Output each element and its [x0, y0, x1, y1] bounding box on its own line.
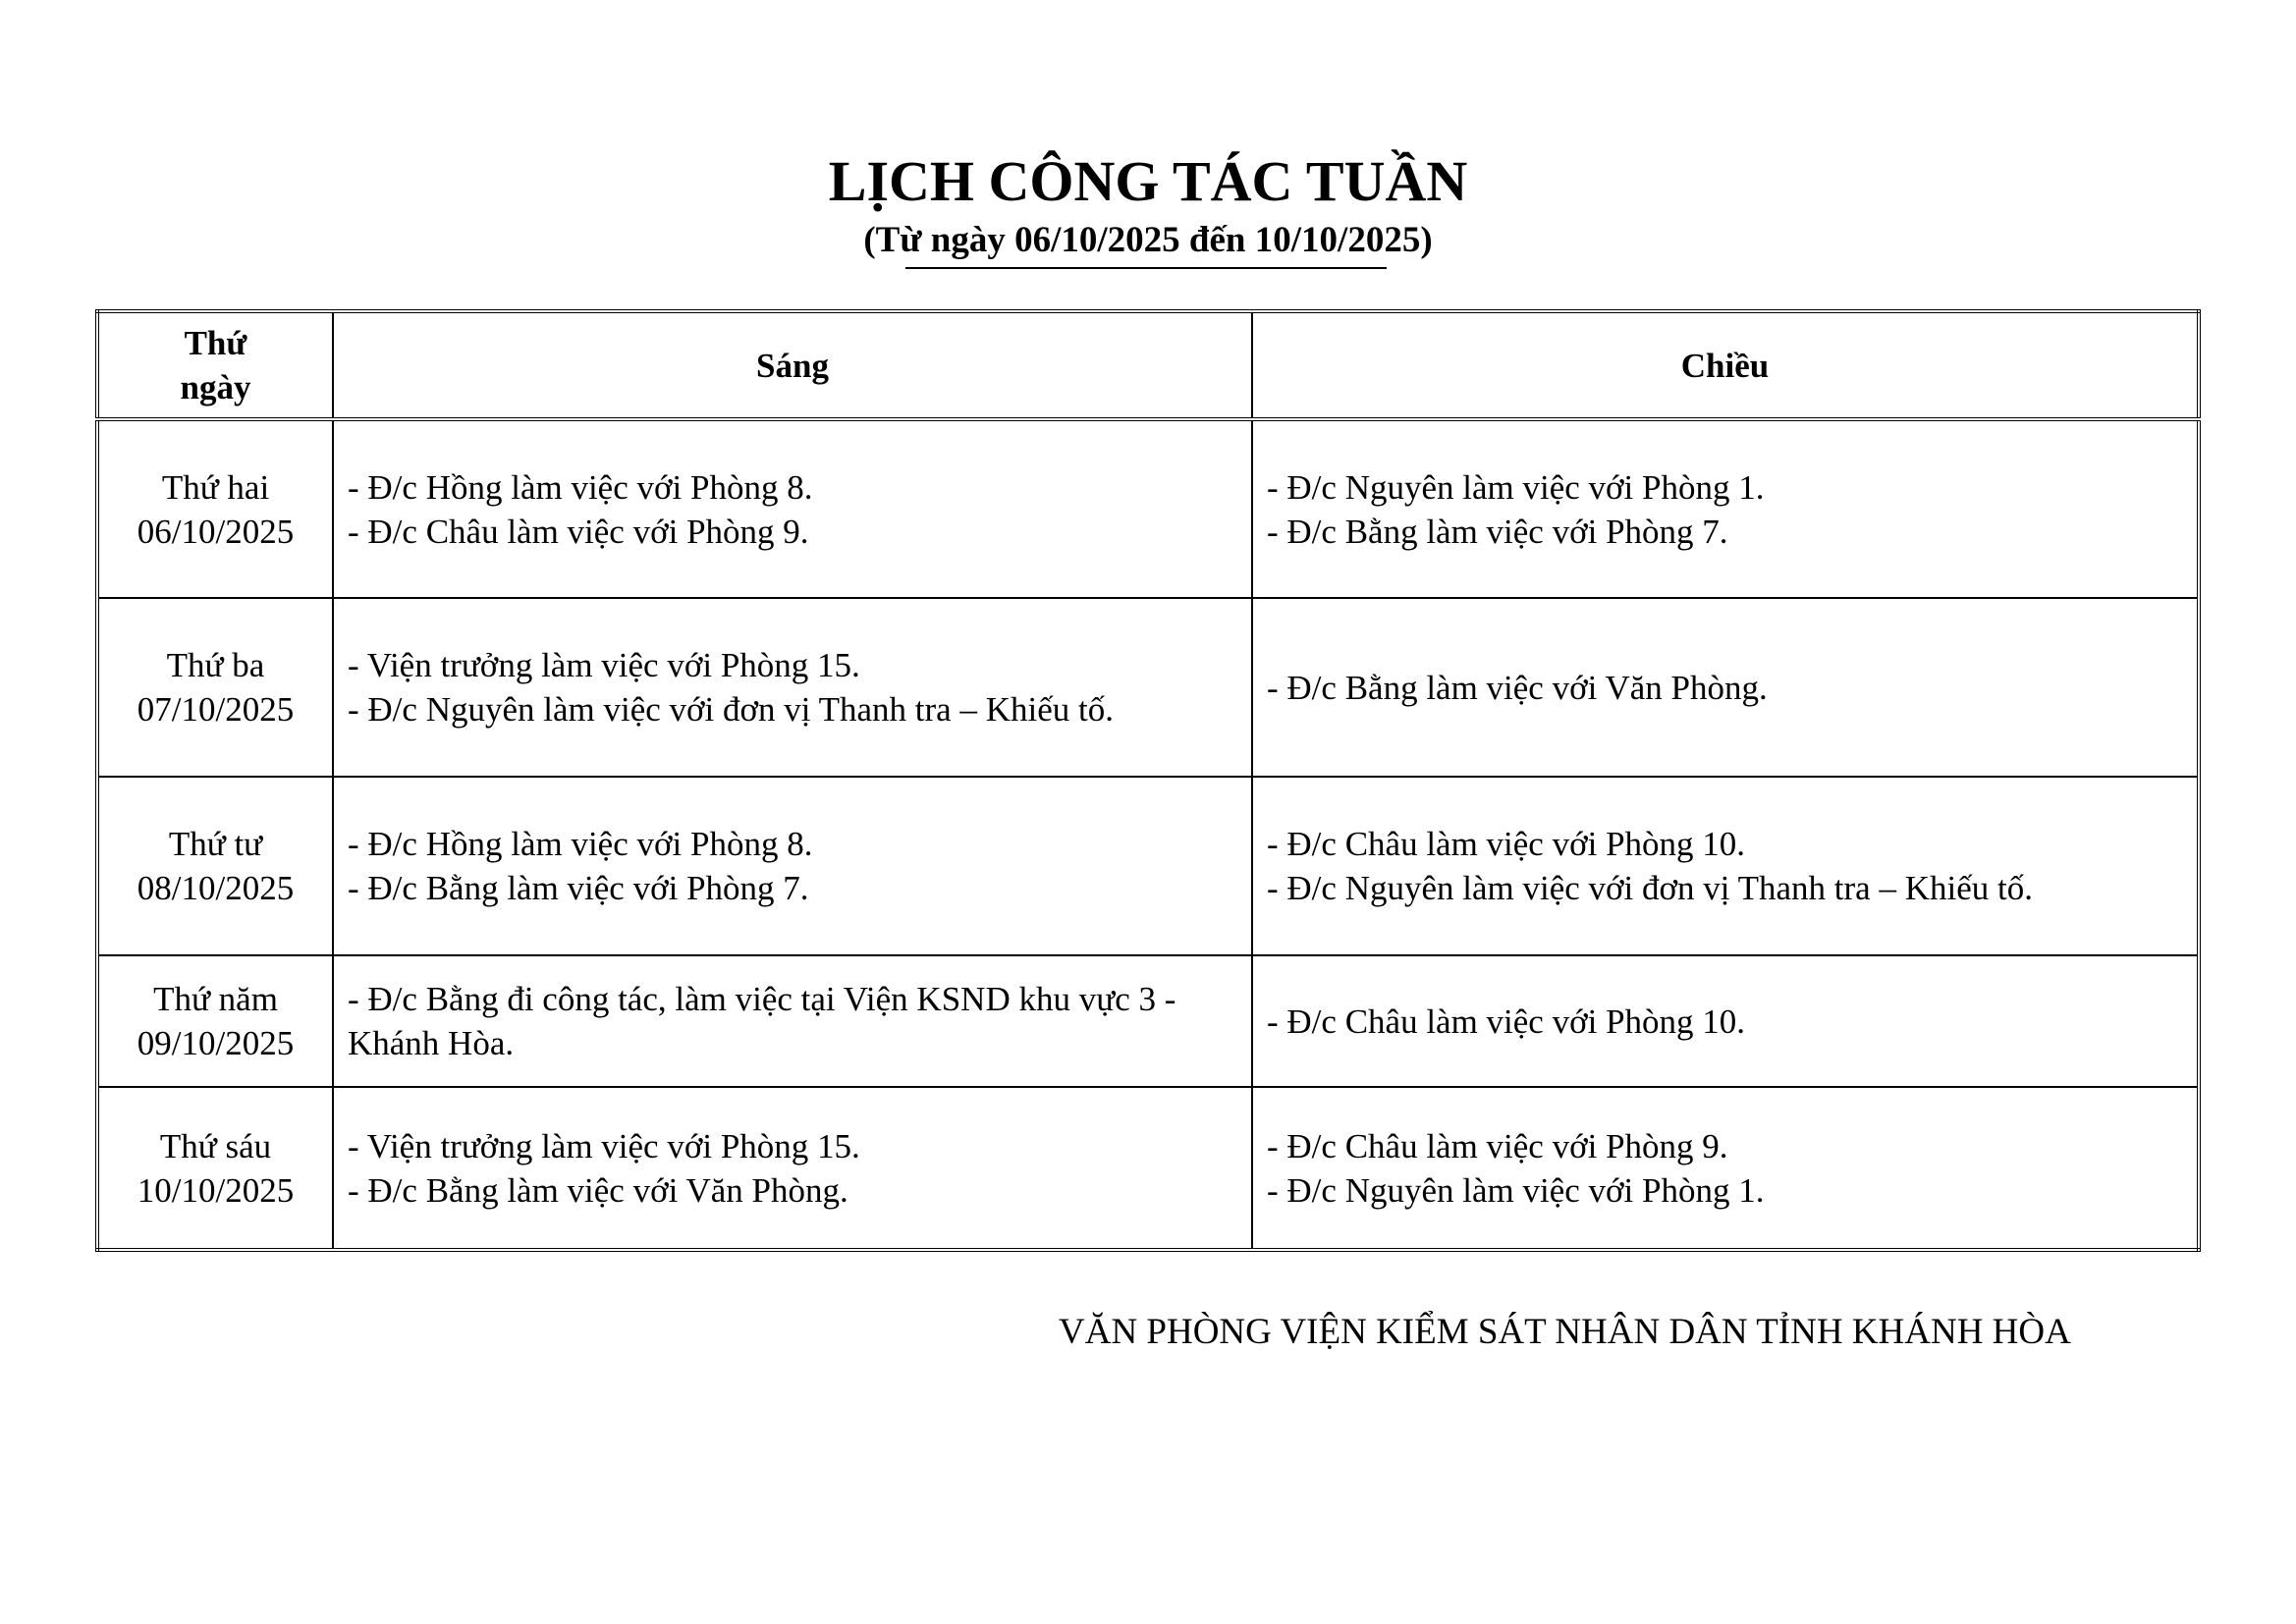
task-item: - Đ/c Bằng làm việc với Phòng 7. [1267, 512, 1728, 551]
date: 08/10/2025 [137, 869, 295, 907]
day-cell [97, 419, 333, 598]
header-day-line-1: Thứ [184, 324, 247, 362]
weekday: Thứ năm [153, 980, 278, 1018]
weekly-schedule-table [95, 309, 2201, 1252]
task-item: - Đ/c Châu làm việc với Phòng 9. [348, 512, 809, 551]
header-afternoon: Chiều [1252, 311, 2199, 419]
table-row [97, 777, 2199, 955]
document-title: LỊCH CÔNG TÁC TUẦN [828, 149, 1468, 213]
morning-cell [333, 419, 1252, 598]
task-item: - Viện trưởng làm việc với Phòng 15. [348, 1126, 860, 1165]
date: 06/10/2025 [137, 512, 295, 551]
date: 07/10/2025 [137, 690, 295, 729]
weekday: Thứ ba [166, 646, 265, 684]
weekday: Thứ tư [168, 825, 263, 863]
task-item: - Đ/c Bằng đi công tác, làm việc tại Viện KSND khu vực 3 - Khánh Hòa. [348, 980, 1176, 1062]
issuing-office-signature: VĂN PHÒNG VIỆN KIỂM SÁT NHÂN DÂN TỈNH KHÁNH HÒA [1059, 1312, 2071, 1352]
date: 10/10/2025 [137, 1170, 295, 1210]
weekday: Thứ hai [161, 467, 270, 507]
task-item: - Đ/c Nguyên làm việc với đơn vị Thanh tra – Khiếu tố. [1267, 869, 2033, 907]
task-item: - Đ/c Bằng làm việc với Văn Phòng. [1267, 668, 1768, 707]
task-item: - Đ/c Châu làm việc với Phòng 10. [1267, 825, 1746, 863]
day-cell [97, 598, 333, 777]
table-row [97, 1087, 2199, 1250]
task-item: - Viện trưởng làm việc với Phòng 15. [348, 646, 860, 684]
morning-cell [333, 598, 1252, 777]
date: 09/10/2025 [137, 1024, 295, 1062]
table-row [97, 955, 2199, 1087]
header-day-line-2: ngày [180, 368, 251, 406]
table-row [97, 419, 2199, 598]
afternoon-cell [1252, 598, 2199, 777]
task-item: - Đ/c Hồng làm việc với Phòng 8. [348, 825, 813, 863]
task-item: - Đ/c Châu làm việc với Phòng 10. [1267, 1001, 1746, 1041]
afternoon-cell [1252, 777, 2199, 955]
task-item: - Đ/c Nguyên làm việc với Phòng 1. [1267, 467, 1765, 507]
day-cell [97, 777, 333, 955]
afternoon-cell [1252, 955, 2199, 1087]
table-header-row [97, 311, 2199, 419]
task-item: - Đ/c Hồng làm việc với Phòng 8. [348, 467, 813, 507]
task-item: - Đ/c Bằng làm việc với Văn Phòng. [348, 1170, 848, 1210]
morning-cell [333, 955, 1252, 1087]
morning-cell [333, 1087, 1252, 1250]
subtitle-underline [905, 267, 1387, 269]
afternoon-cell [1252, 1087, 2199, 1250]
afternoon-cell [1252, 419, 2199, 598]
header-morning: Sáng [333, 311, 1252, 419]
header-day [97, 311, 333, 419]
day-cell [97, 1087, 333, 1250]
weekday: Thứ sáu [159, 1126, 272, 1165]
task-item: - Đ/c Châu làm việc với Phòng 9. [1267, 1126, 1728, 1165]
day-cell [97, 955, 333, 1087]
task-item: - Đ/c Nguyên làm việc với đơn vị Thanh tra – Khiếu tố. [348, 690, 1114, 729]
morning-cell [333, 777, 1252, 955]
table-row [97, 598, 2199, 777]
task-item: - Đ/c Nguyên làm việc với Phòng 1. [1267, 1170, 1765, 1210]
task-item: - Đ/c Bằng làm việc với Phòng 7. [348, 869, 809, 907]
date-range-subtitle: (Từ ngày 06/10/2025 đến 10/10/2025) [863, 220, 1433, 260]
